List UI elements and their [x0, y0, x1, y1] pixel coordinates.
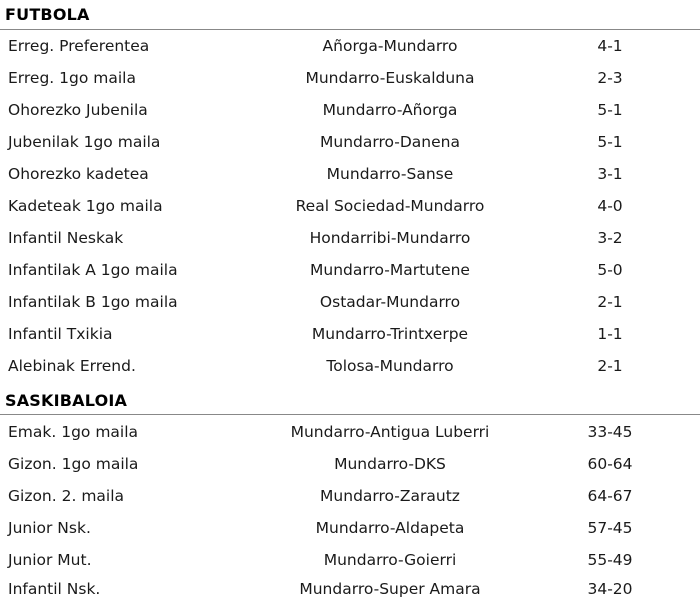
- score: 64-67: [587, 487, 633, 505]
- match: Mundarro-Goierri: [323, 551, 457, 569]
- category: Infantilak A 1go maila: [8, 261, 178, 279]
- category: Infantil Nsk.: [8, 580, 101, 598]
- match: Mundarro-Zarautz: [320, 487, 460, 505]
- match: Mundarro-Euskalduna: [305, 69, 475, 87]
- match: Mundarro-Trintxerpe: [311, 325, 469, 343]
- category: Erreg. Preferentea: [8, 37, 150, 55]
- match: Mundarro-Martutene: [310, 261, 470, 279]
- result-row: [0, 190, 700, 222]
- category: Gizon. 1go maila: [8, 455, 139, 473]
- category: Emak. 1go maila: [8, 423, 139, 441]
- result-row: [0, 158, 700, 190]
- category: Erreg. 1go maila: [8, 69, 136, 87]
- category: Junior Mut.: [8, 551, 92, 569]
- result-row: [0, 254, 700, 286]
- score: 5-1: [597, 101, 623, 119]
- match: Ostadar-Mundarro: [319, 293, 461, 311]
- match: Mundarro-Danena: [320, 133, 460, 151]
- score: 2-1: [597, 293, 623, 311]
- result-row: [0, 30, 700, 62]
- score: 33-45: [587, 423, 633, 441]
- score: 5-1: [597, 133, 623, 151]
- score: 55-49: [587, 551, 633, 569]
- result-row: [0, 480, 700, 512]
- match: Mundarro-DKS: [334, 455, 446, 473]
- score: 4-1: [597, 37, 623, 55]
- score: 34-20: [587, 580, 633, 598]
- match: Hondarribi-Mundarro: [309, 229, 471, 247]
- match: Mundarro-Antigua Luberri: [290, 423, 490, 441]
- match: Añorga-Mundarro: [322, 37, 458, 55]
- result-row: [0, 222, 700, 254]
- result-row: [0, 94, 700, 126]
- score: 5-0: [597, 261, 623, 279]
- section-title-futbola: FUTBOLA: [5, 5, 90, 24]
- result-row: [0, 62, 700, 94]
- result-row: [0, 573, 700, 605]
- category: Jubenilak 1go maila: [8, 133, 161, 151]
- category: Infantil Txikia: [8, 325, 113, 343]
- result-row: [0, 416, 700, 448]
- match: Mundarro-Super Amara: [299, 580, 481, 598]
- score: 2-1: [597, 357, 623, 375]
- result-row: [0, 126, 700, 158]
- category: Infantilak B 1go maila: [8, 293, 178, 311]
- category: Ohorezko Jubenila: [8, 101, 148, 119]
- category: Gizon. 2. maila: [8, 487, 125, 505]
- result-row: [0, 448, 700, 480]
- section-title-saskibaloia: SASKIBALOIA: [5, 391, 128, 410]
- category: Kadeteak 1go maila: [8, 197, 163, 215]
- score: 60-64: [587, 455, 633, 473]
- category: Alebinak Errend.: [8, 357, 136, 375]
- result-row: [0, 544, 700, 576]
- score: 4-0: [597, 197, 623, 215]
- result-row: [0, 286, 700, 318]
- result-row: [0, 512, 700, 544]
- match: Mundarro-Añorga: [322, 101, 458, 119]
- match: Mundarro-Sanse: [326, 165, 454, 183]
- section-divider: [0, 414, 700, 415]
- match: Real Sociedad-Mundarro: [295, 197, 485, 215]
- category: Infantil Neskak: [8, 229, 124, 247]
- score: 57-45: [587, 519, 633, 537]
- score: 2-3: [597, 69, 623, 87]
- category: Junior Nsk.: [8, 519, 91, 537]
- match: Mundarro-Aldapeta: [315, 519, 465, 537]
- result-row: [0, 350, 700, 382]
- result-row: [0, 318, 700, 350]
- score: 3-1: [597, 165, 623, 183]
- match: Tolosa-Mundarro: [326, 357, 454, 375]
- score: 1-1: [597, 325, 623, 343]
- score: 3-2: [597, 229, 623, 247]
- category: Ohorezko kadetea: [8, 165, 149, 183]
